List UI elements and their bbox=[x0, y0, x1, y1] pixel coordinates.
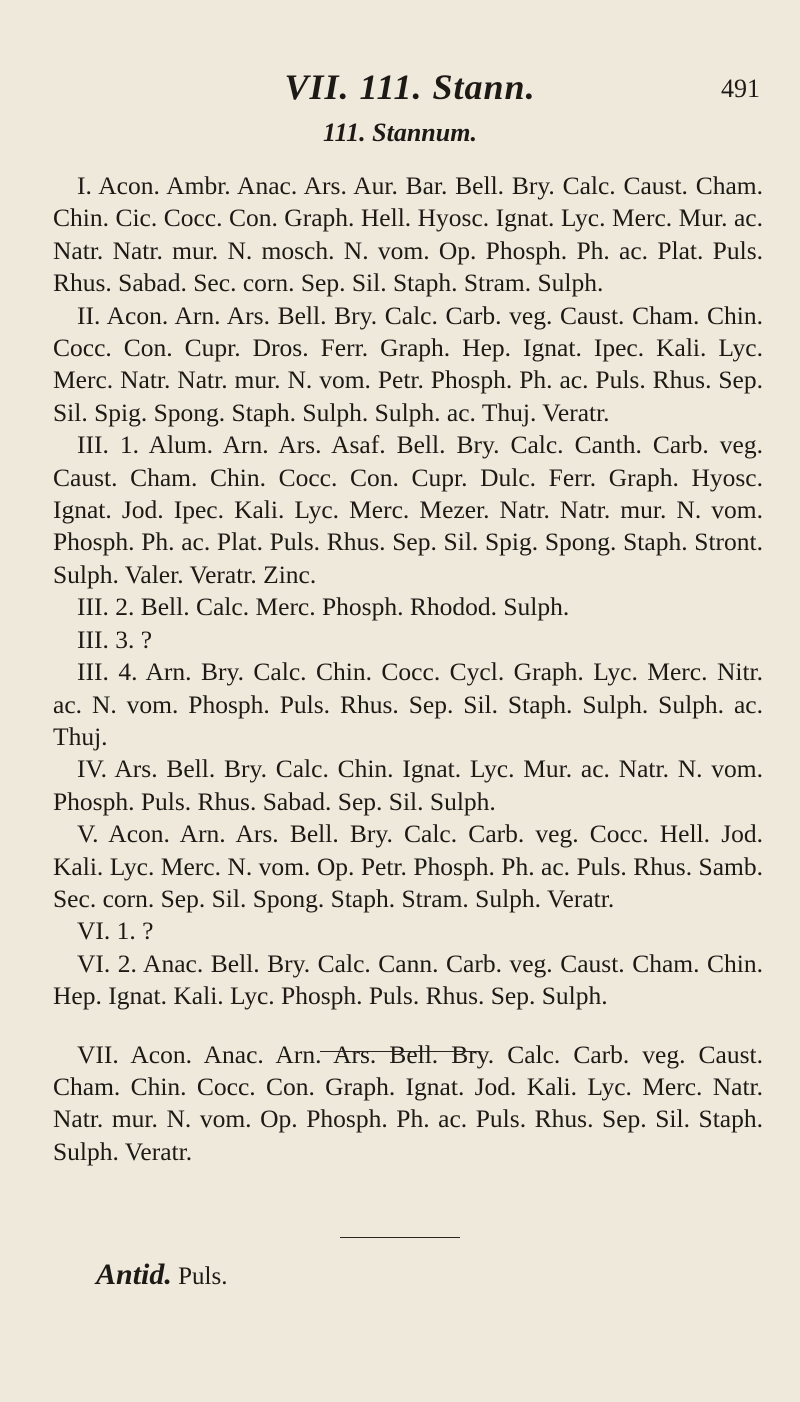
paragraph-III-3: III. 3. ? bbox=[77, 624, 153, 654]
antidote-value: Puls. bbox=[178, 1263, 228, 1290]
paragraph-II: II. Acon. Arn. Ars. Bell. Bry. Calc. Carb. veg. Caust. Cham. Chin. Cocc. Con. Cupr. Dros. Ferr. Graph. Hep. Ignat. Ipec. Kali. Lyc. Merc. Natr. Natr. mur. N. vom. Petr. Phosph. Ph. ac. Puls. Rhus. Sep. Sil. Spig. Spong. Staph. Sulph. Sulph. ac. Thuj. Veratr. bbox=[53, 300, 763, 427]
divider-rule bbox=[340, 1237, 460, 1238]
running-header bbox=[60, 66, 760, 116]
paragraph-III-1: III. 1. Alum. Arn. Ars. Asaf. Bell. Bry. Calc. Canth. Carb. veg. Caust. Cham. Chin. Cocc. Con. Cupr. Dulc. Ferr. Graph. Hyosc. Ignat. Jod. Ipec. Kali. Lyc. Merc. Mezer. Natr. Natr. mur. N. vom. Phosph. Ph. ac. Plat. Puls. Rhus. Sep. Sil. Spig. Spong. Staph. Stront. Sulph. Valer. Veratr. Zinc. bbox=[53, 430, 763, 589]
antidote-label: Antid. bbox=[96, 1258, 172, 1291]
paragraph-VII: VII. Acon. Anac. Arn. Ars. Bell. Bry. Calc. Carb. veg. Caust. Cham. Chin. Cocc. Con. Graph. Ignat. Jod. Kali. Lyc. Merc. Natr. Natr. mur. N. vom. Op. Phosph. Ph. ac. Puls. Rhus. Sep. Sil. Staph. Sulph. Veratr. bbox=[53, 1039, 763, 1166]
paragraph-V: V. Acon. Arn. Ars. Bell. Bry. Calc. Carb. veg. Cocc. Hell. Jod. Kali. Lyc. Merc. N. vom. Op. Petr. Phosph. Ph. ac. Puls. Rhus. Samb. Sec. corn. Sep. Sil. Spong. Staph. Stram. Sulph. Veratr. bbox=[53, 819, 763, 913]
running-title: VII. 111. Stann. bbox=[284, 67, 536, 107]
paragraph-VI-1: VI. 1. ? bbox=[77, 916, 154, 946]
antidote-line bbox=[96, 1258, 227, 1292]
paragraph-III-4: III. 4. Arn. Bry. Calc. Chin. Cocc. Cycl. Graph. Lyc. Merc. Nitr. ac. N. vom. Phosph. Puls. Rhus. Sep. Sil. Staph. Sulph. Sulph. ac. Thuj. bbox=[53, 657, 763, 751]
remedy-list bbox=[53, 170, 763, 1168]
page-number: 491 bbox=[721, 74, 760, 103]
divider-rule bbox=[320, 1051, 480, 1052]
paragraph-VI-2: VI. 2. Anac. Bell. Bry. Calc. Cann. Carb. veg. Caust. Cham. Chin. Hep. Ignat. Kali. Lyc. Phosph. Puls. Rhus. Sep. Sulph. bbox=[53, 948, 763, 1011]
section-title: 111. Stannum. bbox=[323, 118, 477, 147]
paragraph-I: I. Acon. Ambr. Anac. Ars. Aur. Bar. Bell. Bry. Calc. Caust. Cham. Chin. Cic. Cocc. Con. Graph. Hell. Hyosc. Ignat. Lyc. Merc. Mur. ac. Natr. Natr. mur. N. mosch. N. vom. Op. Phosph. Ph. ac. Plat. Puls. Rhus. Sabad. Sec. corn. Sep. Sil. Staph. Stram. Sulph. bbox=[53, 171, 763, 298]
paragraph-IV: IV. Ars. Bell. Bry. Calc. Chin. Ignat. Lyc. Mur. ac. Natr. N. vom. Phosph. Puls. Rhus. Sabad. Sep. Sil. Sulph. bbox=[53, 754, 763, 816]
paragraph-III-2: III. 2. Bell. Calc. Merc. Phosph. Rhodod. Sulph. bbox=[77, 592, 570, 622]
